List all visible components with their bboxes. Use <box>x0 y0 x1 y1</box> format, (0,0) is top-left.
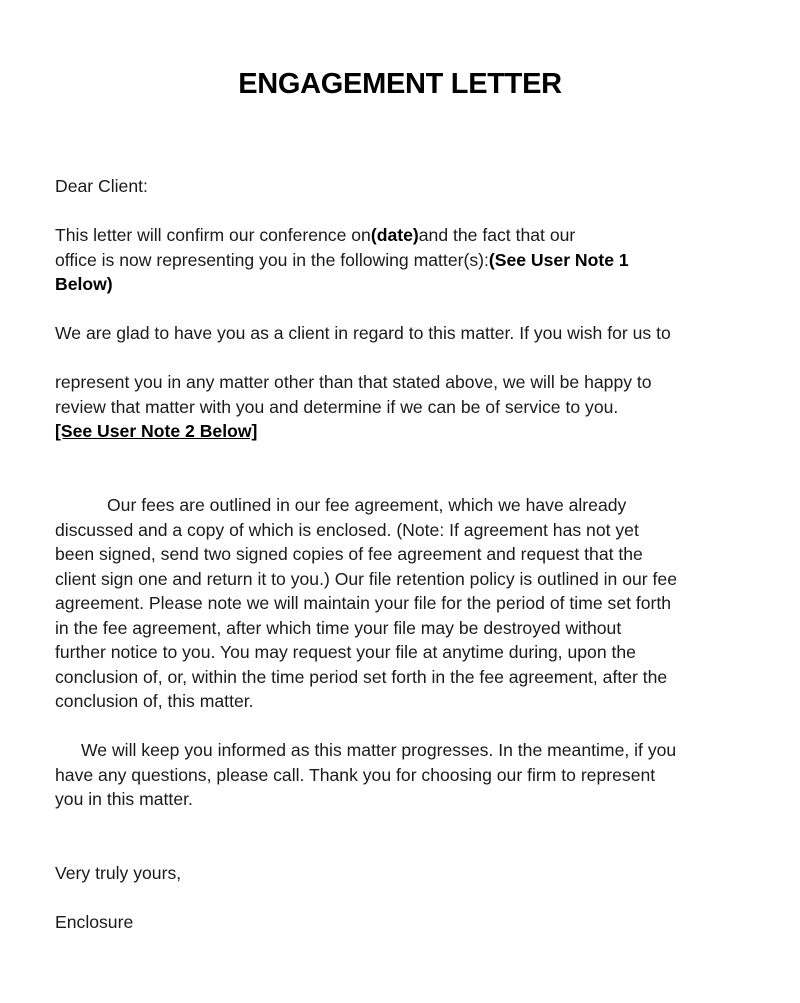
paragraph-glad-continued <box>55 370 745 444</box>
representation-text: office is now representing you in the following matter(s): <box>55 249 489 270</box>
fees-line: client sign one and return it to you.) Our file retention policy is outlined in our fee <box>55 568 677 589</box>
fees-line: Our fees are outlined in our fee agreement, which we have already <box>107 495 627 515</box>
user-note-2-reference: [See User Note 2 Below] <box>55 421 258 441</box>
paragraph-conference-line-1 <box>55 223 745 248</box>
progress-line: We will keep you informed as this matter progresses. In the meantime, if you <box>81 740 677 760</box>
paragraph-progress <box>55 738 745 812</box>
fees-line: further notice to you. You may request your file at anytime during, upon the <box>55 642 636 662</box>
user-note-1-reference: (See User Note 1 <box>488 249 629 270</box>
enclosure-note: Enclosure <box>55 912 134 932</box>
date-placeholder: (date) <box>370 225 419 245</box>
fees-line: been signed, send two signed copies of fee agreement and request that the <box>55 544 643 564</box>
progress-line: have any questions, please call. Thank you for choosing our firm to represent <box>55 764 656 785</box>
closing: Very truly yours, <box>55 863 182 883</box>
progress-line: you in this matter. <box>55 789 193 809</box>
paragraph-glad-line-2: represent you in any matter other than that stated above, we will be happy to <box>55 372 652 392</box>
user-note-1-reference-continued: Below) <box>55 274 113 294</box>
letter-title: ENGAGEMENT LETTER <box>238 68 562 100</box>
fees-line: discussed and a copy of which is enclosed. (Note: If agreement has not yet <box>55 519 639 540</box>
fees-line: conclusion of, or, within the time period set forth in the fee agreement, after the <box>55 666 668 687</box>
paragraph-conference <box>55 223 745 297</box>
conference-text-continued: and the fact that our <box>418 225 576 245</box>
paragraph-fees <box>55 493 745 714</box>
fees-line: in the fee agreement, after which time your file may be destroyed without <box>55 617 622 638</box>
salutation: Dear Client: <box>55 176 148 196</box>
paragraph-conference-line-2 <box>55 248 745 273</box>
fees-line: conclusion of, this matter. <box>55 691 254 711</box>
fees-line: agreement. Please note we will maintain your file for the period of time set forth <box>55 593 672 613</box>
paragraph-glad-line-3: review that matter with you and determine if we can be of service to you. <box>55 396 619 417</box>
conference-text: This letter will confirm our conference on <box>55 225 371 245</box>
paragraph-glad-line-1: We are glad to have you as a client in regard to this matter. If you wish for us to <box>55 323 671 343</box>
